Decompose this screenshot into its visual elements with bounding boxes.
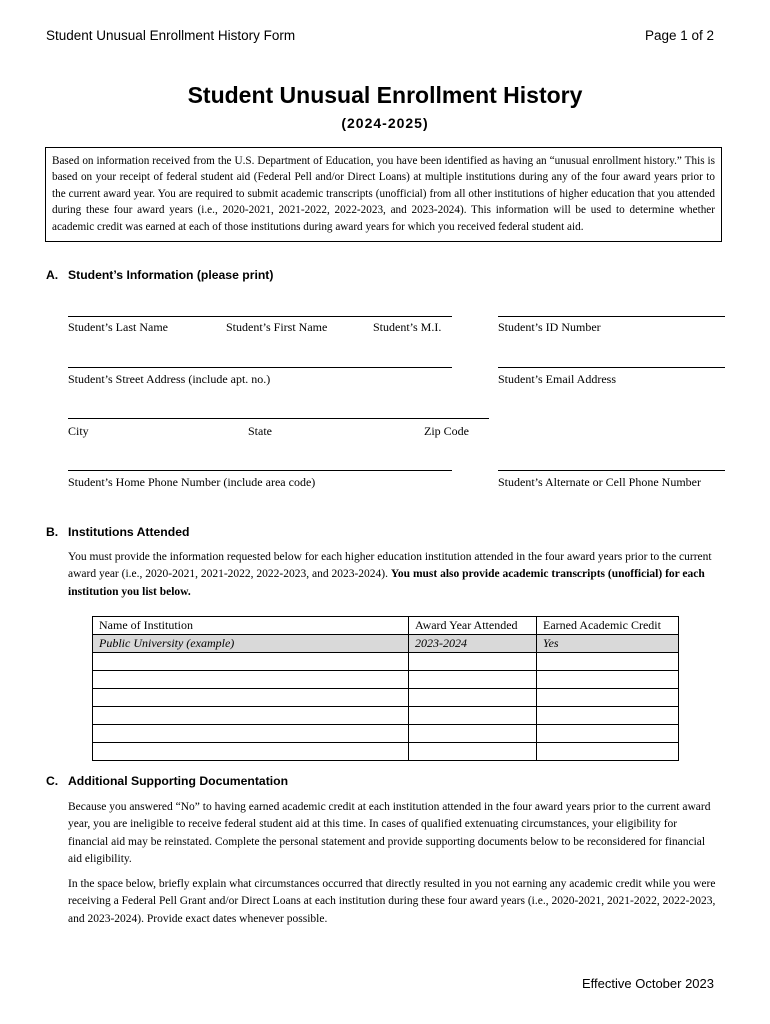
institutions-table xyxy=(92,616,679,761)
table-row xyxy=(93,653,679,671)
alt-phone-label: Student’s Alternate or Cell Phone Number xyxy=(498,475,701,489)
effective-date-footer: Effective October 2023 xyxy=(581,976,714,991)
institution-cell[interactable] xyxy=(93,671,409,689)
example-credit: Yes xyxy=(537,635,679,653)
page-indicator: Page 1 of 2 xyxy=(644,28,714,43)
section-b-title: Institutions Attended xyxy=(68,525,190,539)
section-a-heading xyxy=(46,268,273,282)
table-row xyxy=(93,707,679,725)
name-fill-line[interactable] xyxy=(68,316,452,317)
street-address-label: Student’s Street Address (include apt. no.) xyxy=(68,372,271,386)
credit-cell[interactable] xyxy=(537,707,679,725)
table-row xyxy=(93,689,679,707)
section-c-heading xyxy=(46,774,288,788)
section-b-letter: B. xyxy=(46,525,59,539)
email-label: Student’s Email Address xyxy=(498,372,616,386)
section-a-letter: A. xyxy=(46,268,59,282)
first-name-label: Student’s First Name xyxy=(226,320,328,334)
email-fill-line[interactable] xyxy=(498,367,725,368)
credit-cell[interactable] xyxy=(537,689,679,707)
address-fill-line[interactable] xyxy=(68,367,452,368)
id-number-label: Student’s ID Number xyxy=(498,320,601,334)
home-phone-label: Student’s Home Phone Number (include area code) xyxy=(68,475,316,489)
id-fill-line[interactable] xyxy=(498,316,725,317)
credit-cell[interactable] xyxy=(537,725,679,743)
home-phone-fill-line[interactable] xyxy=(68,470,452,471)
award-year-cell[interactable] xyxy=(409,671,537,689)
example-award-year: 2023-2024 xyxy=(409,635,537,653)
award-year-cell[interactable] xyxy=(409,653,537,671)
award-year-subtitle: (2024-2025) xyxy=(341,115,429,131)
section-b-intro-text: You must provide the information requested below for each higher education institution attended in the four award years prior to the current award year (i.e., 2020-2021, 2021-2022, 2022-2023, and 2023-2024). xyxy=(68,551,712,581)
notice-box: Based on information received from the U.S. Department of Education, you have been identified as having an “unusual enrollment history.” This is based on your receipt of federal student aid (Federal Pell and/or Direct Loans) at multiple institutions during any of the four award years prior to the current award year. You are required to submit academic transcripts (unofficial) from all other institutions of higher education that you attended during these four award years (i.e., 2020-2021, 2021-2022, 2022-2023, and 2023-2024). This information will be used to determine whether academic credit was earned at each of those institutions during award years for which you received federal student aid. xyxy=(45,147,722,242)
section-a-title: Student’s Information (please print) xyxy=(68,268,274,282)
zip-label: Zip Code xyxy=(424,424,469,438)
col-institution-header: Name of Institution xyxy=(93,617,409,635)
award-year-cell[interactable] xyxy=(409,707,537,725)
mi-label: Student’s M.I. xyxy=(373,320,442,334)
state-label: State xyxy=(248,424,272,438)
table-row xyxy=(93,743,679,761)
form-name-header: Student Unusual Enrollment History Form xyxy=(46,28,296,43)
section-b-heading xyxy=(46,525,189,539)
section-b-intro xyxy=(68,549,724,601)
award-year-cell[interactable] xyxy=(409,689,537,707)
section-c-paragraph-2: In the space below, briefly explain what circumstances occurred that directly resulted in you not earning any academic credit while you were receiving a Federal Pell Grant and/or Direct Loans at each institution during these four award years (i.e., 2020-2021, 2021-2022, 2022-2023, and 2023-2024). Provide exact dates whenever possible. xyxy=(68,878,716,925)
table-row xyxy=(93,671,679,689)
example-institution: Public University (example) xyxy=(93,635,409,653)
award-year-cell[interactable] xyxy=(409,743,537,761)
institution-cell[interactable] xyxy=(93,725,409,743)
table-row-example xyxy=(93,635,679,653)
institution-cell[interactable] xyxy=(93,743,409,761)
institution-cell[interactable] xyxy=(93,653,409,671)
credit-cell[interactable] xyxy=(537,671,679,689)
section-c-paragraph-1: Because you answered “No” to having earned academic credit at each institution attended in the four award years prior to the current award year, you are ineligible to receive federal student aid at this time. In cases of qualified extenuating circumstances, your eligibility for financial aid may be reinstated. Complete the personal statement and provide supporting documents below to be reconsidered for financial aid eligibility. xyxy=(68,801,711,865)
col-award-year-header: Award Year Attended xyxy=(409,617,537,635)
institution-cell[interactable] xyxy=(93,707,409,725)
table-row xyxy=(93,725,679,743)
col-credit-header: Earned Academic Credit xyxy=(537,617,679,635)
section-b-intro-bold: You must also provide academic transcripts (unofficial) for each institution you list below. xyxy=(68,568,705,598)
last-name-label: Student’s Last Name xyxy=(68,320,168,334)
credit-cell[interactable] xyxy=(537,653,679,671)
table-header-row xyxy=(93,617,679,635)
institution-cell[interactable] xyxy=(93,689,409,707)
alt-phone-fill-line[interactable] xyxy=(498,470,725,471)
credit-cell[interactable] xyxy=(537,743,679,761)
city-state-zip-fill-line[interactable] xyxy=(68,418,489,419)
city-label: City xyxy=(68,424,89,438)
page-title: Student Unusual Enrollment History xyxy=(187,82,583,108)
section-c-title: Additional Supporting Documentation xyxy=(68,774,289,788)
section-c-letter: C. xyxy=(46,774,59,788)
award-year-cell[interactable] xyxy=(409,725,537,743)
